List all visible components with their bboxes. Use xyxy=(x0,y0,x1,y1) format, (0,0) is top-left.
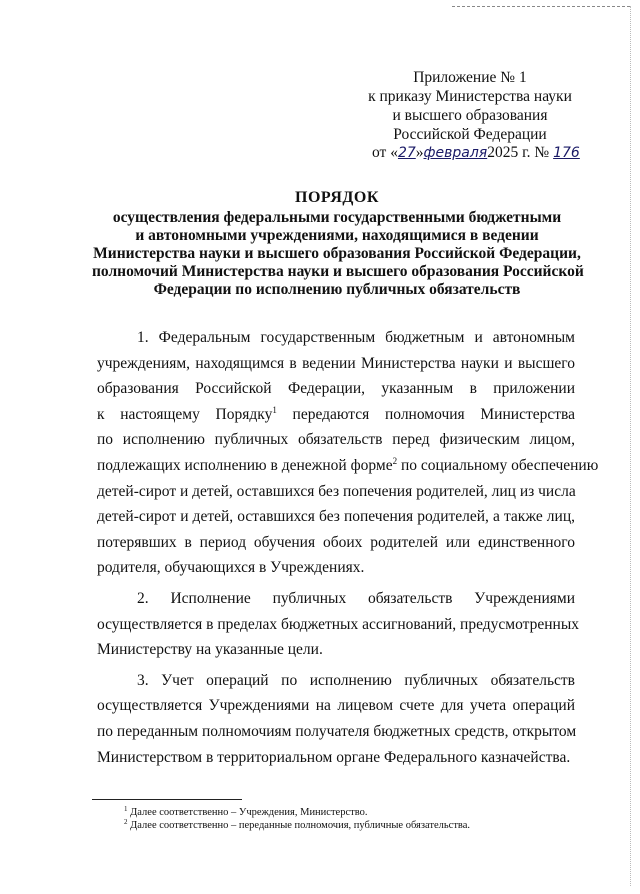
text-line: Министерству на указанные цели. xyxy=(97,641,323,659)
document-title xyxy=(92,189,582,299)
text-line-footnote-2 xyxy=(97,453,599,479)
appendix-header xyxy=(360,68,580,144)
text-line: по переданным полномочиям получателя бюджетных средств, открытом xyxy=(97,722,577,740)
footnote-ref-2: 2 xyxy=(392,455,398,466)
appendix-number: 1 xyxy=(519,69,527,86)
text-line: осуществляется Учреждениями на лицевом счете для учета операций xyxy=(97,697,575,715)
footnotes xyxy=(124,806,470,832)
footnote-mark: 1 xyxy=(124,805,128,813)
text-line: детей-сирот и детей, оставшихся без попечения родителей, лиц из числа xyxy=(97,482,576,500)
date-prefix: от « xyxy=(372,144,398,161)
text-line: 2. Исполнение публичных обязательств Учреждениями xyxy=(137,589,575,607)
footnote-mark: 2 xyxy=(124,818,128,826)
title-line: полномочий Министерства науки и высшего образования Российской xyxy=(92,263,584,280)
title-line: Федерации по исполнению публичных обязательств xyxy=(153,281,521,298)
title-line: Министерства науки и высшего образования Российской Федерации, xyxy=(93,245,581,262)
appendix-line-1: к приказу Министерства науки xyxy=(368,88,572,105)
footnote-text: Далее соответственно – Учреждения, Министерство. xyxy=(130,807,368,818)
text-line: детей-сирот и детей, оставшихся без попечения родителей, а также лиц, xyxy=(97,508,575,526)
order-date-line xyxy=(372,144,592,162)
footnote-text: Далее соответственно – переданные полномочия, публичные обязательства. xyxy=(130,820,471,831)
title-heading: ПОРЯДОК xyxy=(295,189,379,206)
text-line: по исполнению публичных обязательств перед физическим лицом, xyxy=(97,431,575,449)
text-line: Министерством в территориальном органе Федерального казначейства. xyxy=(97,748,571,766)
date-mid: » xyxy=(415,144,424,161)
date-day-handwritten: 27 xyxy=(397,145,416,161)
text-line: образования Российской Федерации, указанным в приложении xyxy=(97,380,575,398)
footnote-2 xyxy=(124,819,470,832)
title-line: и автономными учреждениями, находящимися в ведении xyxy=(135,227,539,244)
text-line: осуществляется в пределах бюджетных ассигнований, предусмотренных xyxy=(97,615,579,633)
scan-edge-top xyxy=(452,6,630,7)
footnote-ref-1: 1 xyxy=(272,404,277,415)
paragraph-2 xyxy=(97,586,579,663)
footnote-separator xyxy=(92,799,242,800)
footnote-1 xyxy=(124,806,470,819)
text-line: родителя, обучающихся в Учреждениях. xyxy=(97,559,365,577)
text-line-footnote-1 xyxy=(97,402,575,428)
text-fragment: передаются полномочия Министерства xyxy=(292,405,575,423)
appendix-line-2: и высшего образования xyxy=(392,107,548,124)
appendix-title-text: Приложение № xyxy=(413,69,516,86)
text-fragment: к настоящему Порядку xyxy=(97,405,273,423)
date-month-handwritten: февраля xyxy=(423,145,488,161)
text-line: учреждениям, находящимся в ведении Министерства науки и высшего xyxy=(97,354,575,372)
appendix-title xyxy=(360,68,580,87)
order-number-handwritten: 176 xyxy=(553,145,580,161)
appendix-line-3: Российской Федерации xyxy=(393,126,547,143)
scan-edge-right xyxy=(630,6,631,886)
text-fragment: подлежащих исполнению в денежной форме xyxy=(97,456,393,474)
document-body xyxy=(97,325,599,775)
paragraph-1 xyxy=(97,325,599,581)
text-line: 3. Учет операций по исполнению публичных обязательств xyxy=(137,671,575,689)
title-line: осуществления федеральными государственными бюджетными xyxy=(112,209,562,226)
text-line: потерявших в период обучения обоих родителей или единственного xyxy=(97,533,575,551)
text-line: 1. Федеральным государственным бюджетным и автономным xyxy=(137,329,575,346)
text-fragment: по социальному обеспечению xyxy=(400,456,599,474)
date-year: 2025 г. № xyxy=(487,144,550,161)
paragraph-3 xyxy=(97,668,575,770)
